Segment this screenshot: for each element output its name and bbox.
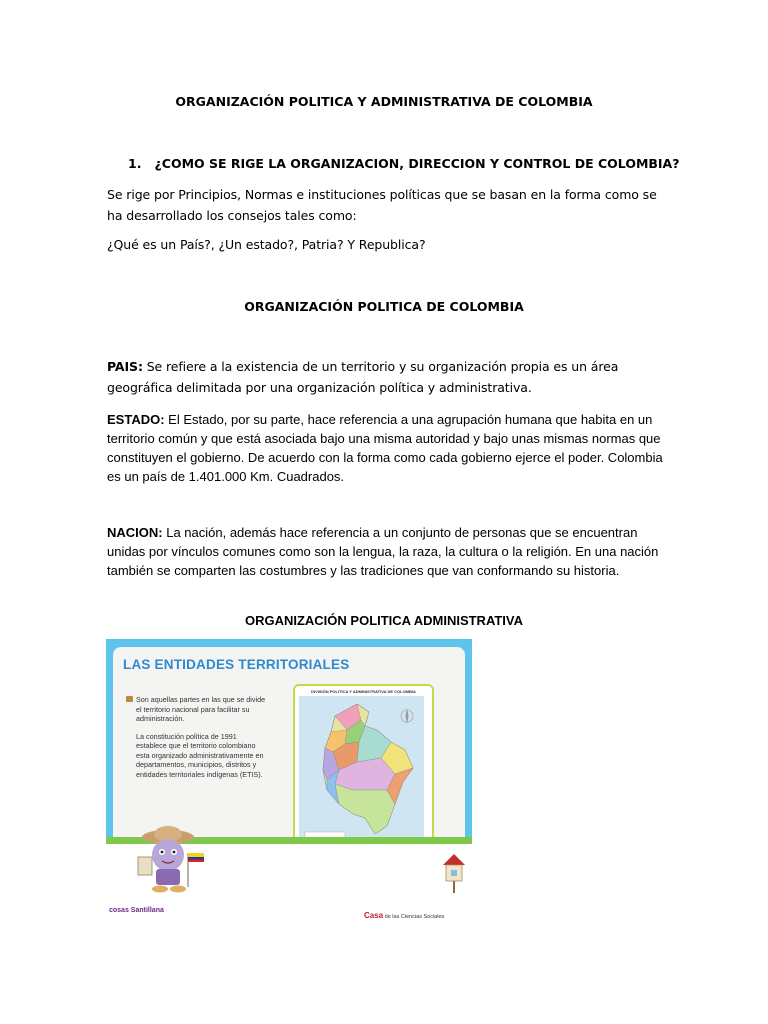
question-text: ¿COMO SE RIGE LA ORGANIZACION, DIRECCION Y CONTROL DE COLOMBIA? [154, 156, 680, 171]
estado-paragraph [107, 410, 669, 486]
bullet-icon [126, 696, 133, 702]
slide-text [136, 695, 269, 787]
definitions-question: ¿Qué es un País?, ¿Un estado?, Patria? Y Republica? [107, 237, 426, 252]
pais-paragraph [107, 356, 669, 398]
pais-text: Se refiere a la existencia de un territorio y su organización propia es un área geográfica delimitada por una organización política y administrativa. [107, 359, 619, 395]
intro-paragraph: Se rige por Principios, Normas e instituciones políticas que se basan en la forma como se ha desarrollado los consejos tales como: [107, 187, 657, 223]
house-icon [441, 851, 467, 895]
explorer-character-icon [130, 825, 220, 895]
section-heading-politica: ORGANIZACIÓN POLITICA DE COLOMBIA [244, 299, 524, 314]
slide-paragraph-1: Son aquellas partes en las que se divide el territorio nacional para facilitar su administración. [136, 695, 266, 723]
page-title: ORGANIZACIÓN POLITICA Y ADMINISTRATIVA DE COLOMBIA [175, 94, 593, 109]
casa-ciencias-logo [364, 911, 444, 920]
nacion-label: NACION: [107, 525, 163, 540]
nacion-text: La nación, además hace referencia a un conjunto de personas que se encuentran unidas por vínculos comunes como son la lengua, la raza, la cultura o la religión. En una nación también se comparten las costumbres y las tradiciones que van conformando su historia. [107, 525, 659, 578]
question-number: 1. [128, 156, 142, 171]
estado-text: El Estado, por su parte, hace referencia a una agrupación humana que habita en un territorio común y que está asociada bajo una misma autoridad y bajo unas mismas normas que constituyen el gobierno. De acuerdo con la forma como cada gobierno ejerce el poder. Colombia es un país de 1.401.000 Km. Cuadrados. [107, 412, 663, 484]
pais-label: PAIS: [107, 359, 143, 374]
section-heading-administrativa: ORGANIZACIÓN POLITICA ADMINISTRATIVA [244, 613, 524, 628]
logo-brand: Casa [364, 911, 384, 920]
nacion-paragraph [107, 523, 669, 580]
estado-label: ESTADO: [107, 412, 165, 427]
slide-title: LAS ENTIDADES TERRITORIALES [123, 657, 350, 672]
question-1 [128, 156, 680, 171]
logo-rest: de las Ciencias Sociales [383, 914, 445, 920]
santillana-logo: cosas Santillana [109, 907, 164, 914]
territorial-entities-slide [106, 639, 472, 920]
map-title: DIVISIÓN POLÍTICA Y ADMINISTRATIVA DE COLOMBIA [311, 689, 416, 694]
slide-paragraph-2: La constitución política de 1991 establece que el territorio colombiano esta organizado administrativamente en departamentos, municipios, distritos y entidades territoriales indígenas (ETIS). [136, 731, 264, 779]
